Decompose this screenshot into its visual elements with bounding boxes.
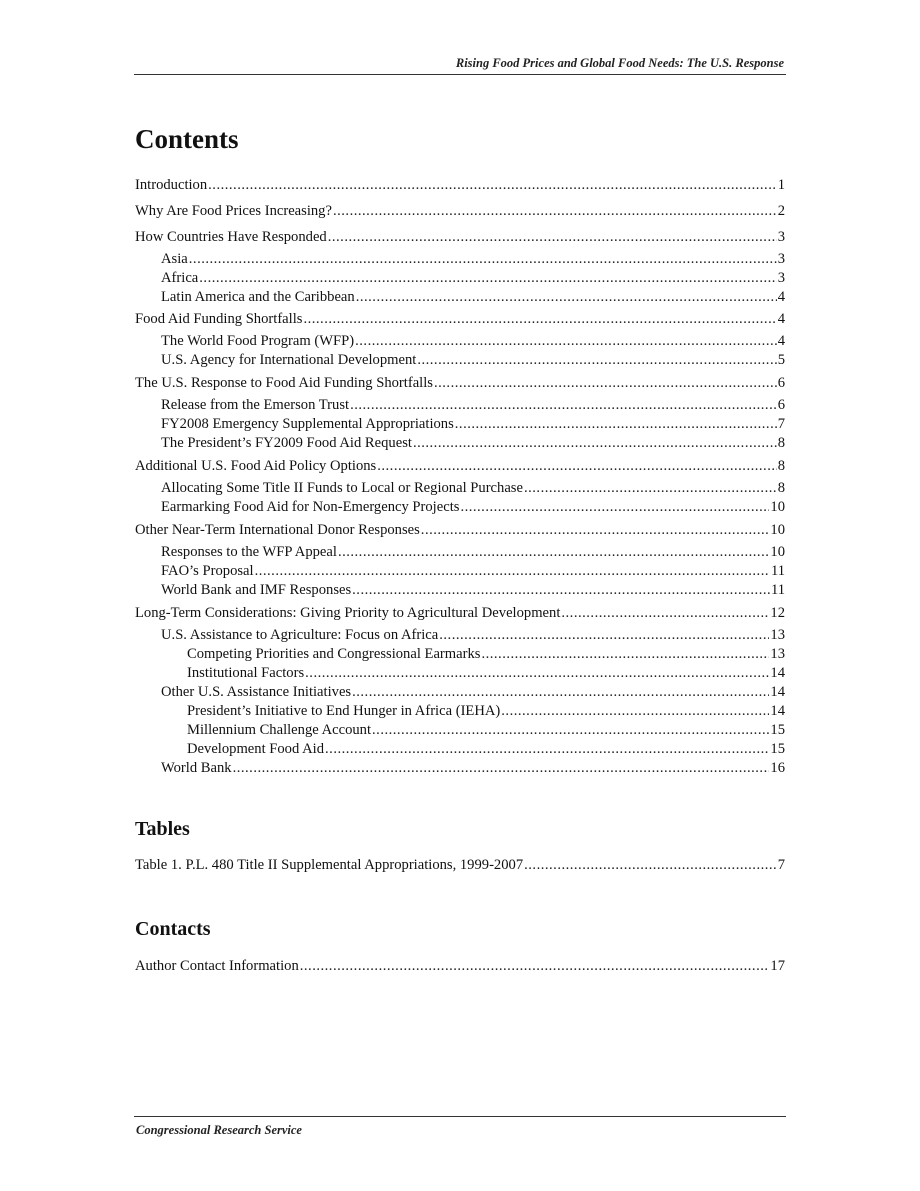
toc-entry[interactable]: Table 1. P.L. 480 Title II Supplemental Appropriations, 1999-2007 ..... 7 (135, 856, 785, 875)
toc-entry[interactable]: U.S. Assistance to Agriculture: Focus on Africa ..... 13 (161, 626, 785, 645)
dot-leader (561, 604, 769, 623)
dot-leader (455, 415, 777, 434)
dot-leader (413, 434, 777, 453)
toc-entry[interactable]: FAO’s Proposal ..... 11 (161, 562, 785, 581)
contents-heading: Contents (135, 124, 239, 154)
running-title: Rising Food Prices and Global Food Needs: The U.S. Response (455, 56, 784, 70)
toc-entry[interactable]: Responses to the WFP Appeal ..... 10 (161, 543, 785, 562)
tables-heading: Tables (135, 818, 190, 840)
toc-entry[interactable]: Africa ..... 3 (161, 269, 785, 288)
toc-entry[interactable]: The President’s FY2009 Food Aid Request ..... 8 (161, 434, 785, 453)
toc-entry[interactable]: Why Are Food Prices Increasing? ..... 2 (135, 202, 785, 221)
dot-leader (439, 626, 769, 645)
toc-entry[interactable]: Other Near-Term International Donor Responses ..... 10 (135, 521, 785, 540)
dot-leader (305, 664, 769, 683)
toc-entry[interactable]: Earmarking Food Aid for Non-Emergency Projects ..... 10 (161, 498, 785, 517)
toc-entry[interactable]: The World Food Program (WFP) ..... 4 (161, 332, 785, 351)
toc-entry[interactable]: Author Contact Information ..... 17 (135, 957, 785, 976)
toc-entry[interactable]: Food Aid Funding Shortfalls ..... 4 (135, 310, 785, 329)
dot-leader (325, 740, 769, 759)
dot-leader (421, 521, 770, 540)
toc-entry[interactable]: Allocating Some Title II Funds to Local or Regional Purchase ..... 8 (161, 479, 785, 498)
toc-entry[interactable]: Institutional Factors ..... 14 (187, 664, 785, 683)
toc-entry[interactable]: Competing Priorities and Congressional Earmarks ..... 13 (187, 645, 785, 664)
toc-entry[interactable]: Millennium Challenge Account ..... 15 (187, 721, 785, 740)
dot-leader (481, 645, 769, 664)
dot-leader (417, 351, 776, 370)
dot-leader (300, 957, 770, 976)
dot-leader (350, 396, 777, 415)
toc-entry[interactable]: Introduction ..... 1 (135, 176, 785, 195)
dot-leader (338, 543, 769, 562)
dot-leader (303, 310, 776, 329)
toc-entry[interactable]: Release from the Emerson Trust ..... 6 (161, 396, 785, 415)
dot-leader (377, 457, 776, 476)
toc-entry[interactable]: President’s Initiative to End Hunger in Africa (IEHA) ..... 14 (187, 702, 785, 721)
contacts-heading: Contacts (135, 918, 211, 940)
toc-entry[interactable]: U.S. Agency for International Development ..... 5 (161, 351, 785, 370)
dot-leader (352, 683, 769, 702)
toc-entry[interactable]: How Countries Have Responded ..... 3 (135, 228, 785, 247)
dot-leader (233, 759, 770, 778)
dot-leader (356, 288, 777, 307)
dot-leader (434, 374, 777, 393)
toc-entry[interactable]: World Bank ..... 16 (161, 759, 785, 778)
dot-leader (460, 498, 769, 517)
toc-entry[interactable]: FY2008 Emergency Supplemental Appropriations ..... 7 (161, 415, 785, 434)
dot-leader (333, 202, 777, 221)
dot-leader (328, 228, 777, 247)
dot-leader (189, 250, 777, 269)
dot-leader (524, 856, 777, 875)
toc-entry[interactable]: Additional U.S. Food Aid Policy Options ..... 8 (135, 457, 785, 476)
toc-entry[interactable]: Long-Term Considerations: Giving Priority to Agricultural Development ..... 12 (135, 604, 785, 623)
dot-leader (501, 702, 769, 721)
toc-entry[interactable]: World Bank and IMF Responses ..... 11 (161, 581, 785, 600)
dot-leader (352, 581, 770, 600)
dot-leader (524, 479, 777, 498)
toc-entry[interactable]: Latin America and the Caribbean ..... 4 (161, 288, 785, 307)
dot-leader (255, 562, 770, 581)
toc-entry[interactable]: Asia ..... 3 (161, 250, 785, 269)
page-header (134, 56, 786, 75)
toc-entry[interactable]: Other U.S. Assistance Initiatives ..... 14 (161, 683, 785, 702)
dot-leader (372, 721, 769, 740)
dot-leader (208, 176, 777, 195)
dot-leader (355, 332, 777, 351)
footer-org: Congressional Research Service (136, 1123, 302, 1137)
dot-leader (199, 269, 776, 288)
page-footer (134, 1116, 786, 1137)
toc-entry[interactable]: The U.S. Response to Food Aid Funding Shortfalls ..... 6 (135, 374, 785, 393)
toc-entry[interactable]: Development Food Aid ..... 15 (187, 740, 785, 759)
